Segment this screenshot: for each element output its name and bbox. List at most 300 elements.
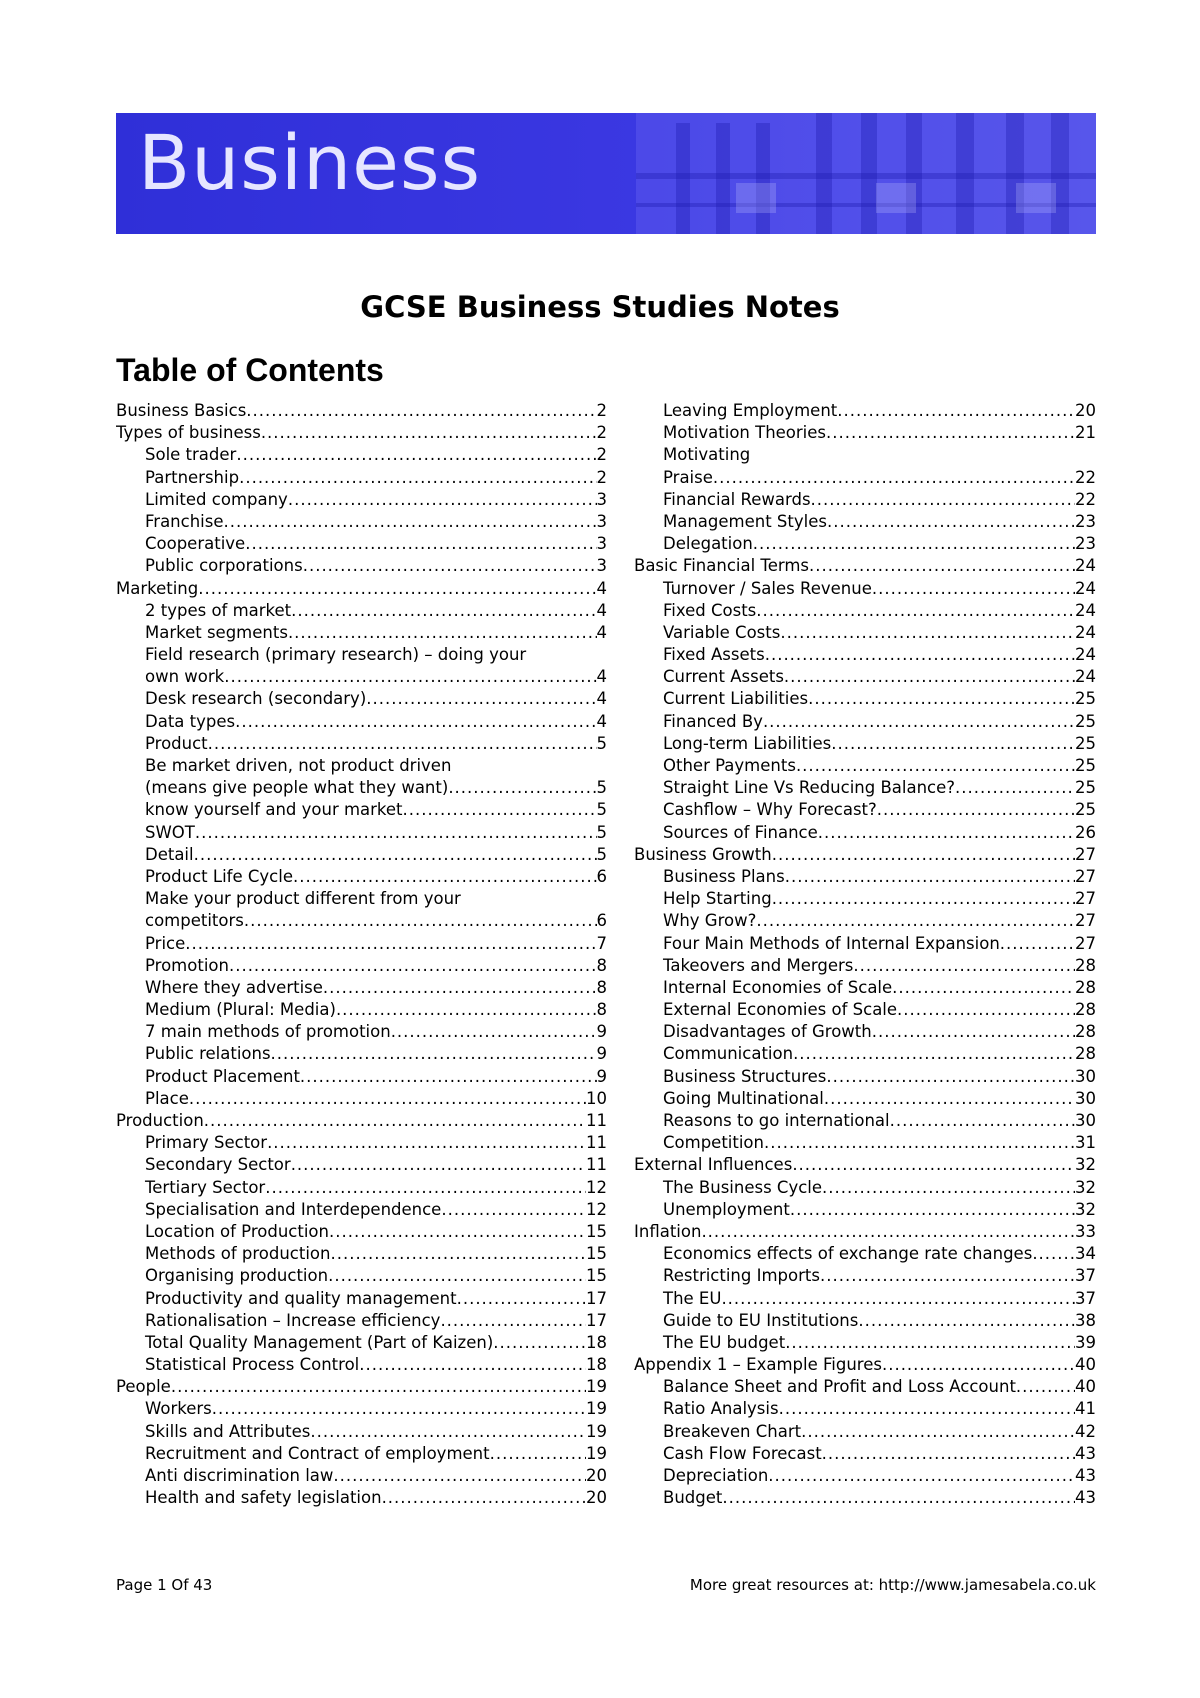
toc-entry-title: Leaving Employment <box>663 401 838 420</box>
toc-dot-leader <box>877 799 1075 821</box>
toc-entry-title: Other Payments <box>663 756 796 775</box>
toc-entry-page: 15 <box>586 1244 607 1264</box>
toc-dot-leader <box>853 955 1075 977</box>
toc-entry[interactable] <box>634 1376 1096 1398</box>
toc-dot-leader <box>811 489 1075 511</box>
toc-entry[interactable] <box>634 1265 1096 1287</box>
toc-entry-title: Specialisation and Interdependence <box>145 1199 442 1219</box>
toc-entry[interactable] <box>116 1332 607 1354</box>
toc-entry[interactable] <box>116 1376 607 1398</box>
toc-entry-page: 26 <box>1075 822 1096 842</box>
toc-entry-title: Depreciation <box>663 1466 769 1485</box>
document-title: GCSE Business Studies Notes <box>360 290 840 324</box>
toc-dot-leader <box>329 1221 586 1243</box>
toc-entry[interactable] <box>634 1310 1096 1332</box>
toc-dot-leader <box>722 1487 1075 1509</box>
toc-entry[interactable] <box>116 555 607 577</box>
toc-dot-leader <box>772 844 1075 866</box>
toc-dot-leader <box>303 555 597 577</box>
toc-entry-title: Franchise <box>145 511 224 531</box>
toc-entry-page: 3 <box>596 511 607 531</box>
toc-dot-leader <box>246 400 596 422</box>
toc-entry[interactable] <box>116 1487 607 1509</box>
toc-dot-leader <box>955 777 1075 799</box>
toc-entry-page: 37 <box>1075 1266 1096 1286</box>
toc-dot-leader <box>490 1443 586 1465</box>
toc-entry[interactable] <box>634 866 1096 888</box>
toc-entry-title: Data types <box>145 711 236 731</box>
toc-entry-title: Location of Production <box>145 1221 329 1241</box>
toc-entry-page: 9 <box>596 1066 607 1086</box>
toc-entry-title: External Influences <box>634 1155 793 1175</box>
toc-entry-page: 15 <box>586 1266 607 1286</box>
toc-entry-title: Appendix 1 – Example Figures <box>634 1355 882 1375</box>
toc-dot-leader <box>288 622 597 644</box>
toc-entry[interactable] <box>116 578 607 600</box>
toc-dot-leader <box>792 1154 1075 1176</box>
toc-entry-title: Statistical Process Control <box>145 1355 360 1375</box>
toc-entry-page: 15 <box>586 1221 607 1241</box>
toc-entry-page: 8 <box>596 977 607 997</box>
toc-entry-page: 41 <box>1075 1399 1096 1419</box>
toc-entry[interactable] <box>634 1443 1096 1465</box>
toc-entry-page: 5 <box>596 778 607 798</box>
toc-entry-title: know yourself and your market <box>145 800 403 820</box>
toc-entry[interactable] <box>116 955 607 977</box>
toc-entry[interactable] <box>634 400 1096 422</box>
toc-entry-title: Methods of production <box>145 1244 331 1264</box>
toc-dot-leader <box>831 733 1075 755</box>
toc-dot-leader <box>801 1421 1075 1443</box>
toc-entry-title: Help Starting <box>663 889 772 909</box>
toc-entry[interactable] <box>116 489 607 511</box>
toc-entry-page: 10 <box>586 1088 607 1108</box>
toc-entry-page: 39 <box>1075 1332 1096 1352</box>
toc-entry-page: 19 <box>586 1421 607 1441</box>
toc-entry-title: Financial Rewards <box>663 489 811 509</box>
toc-entry-title: Management Styles <box>663 511 827 531</box>
toc-entry-title: Praise <box>663 467 713 487</box>
toc-dot-leader <box>310 1421 586 1443</box>
toc-dot-leader <box>236 444 596 466</box>
toc-entry[interactable] <box>634 711 1096 733</box>
toc-entry-title: Tertiary Sector <box>145 1177 266 1197</box>
toc-entry-page: 30 <box>1075 1066 1096 1086</box>
toc-entry-page: 17 <box>586 1310 607 1330</box>
toc-entry-page: 5 <box>596 844 607 864</box>
toc-entry[interactable] <box>116 1354 607 1376</box>
toc-entry-page: 5 <box>596 733 607 753</box>
toc-entry[interactable] <box>116 1398 607 1420</box>
toc-entry-page: 22 <box>1075 489 1096 509</box>
toc-dot-leader <box>204 1110 586 1132</box>
toc-entry-page: 31 <box>1075 1133 1096 1153</box>
toc-entry[interactable] <box>634 1354 1096 1376</box>
toc-dot-leader <box>809 555 1075 577</box>
toc-entry-title: Unemployment <box>663 1199 790 1219</box>
toc-entry-title: Straight Line Vs Reducing Balance? <box>663 778 956 798</box>
toc-entry[interactable] <box>634 1132 1096 1154</box>
toc-entry[interactable] <box>116 1021 607 1043</box>
toc-dot-leader <box>796 755 1075 777</box>
toc-dot-leader <box>785 1332 1075 1354</box>
toc-entry[interactable] <box>634 600 1096 622</box>
toc-dot-leader <box>818 822 1075 844</box>
toc-entry-title: The EU budget <box>663 1332 786 1352</box>
toc-dot-leader <box>780 622 1075 644</box>
toc-entry-page: 20 <box>586 1488 607 1508</box>
toc-dot-leader <box>763 711 1075 733</box>
toc-entry[interactable] <box>634 489 1096 511</box>
header-banner <box>116 113 1096 234</box>
toc-dot-leader <box>293 866 597 888</box>
toc-entry[interactable] <box>634 644 1096 666</box>
toc-entry[interactable] <box>634 578 1096 600</box>
toc-dot-leader <box>391 1021 597 1043</box>
toc-entry-title: Communication <box>663 1044 794 1064</box>
toc-entry-page: 25 <box>1075 733 1096 753</box>
toc-entry[interactable] <box>116 1066 607 1088</box>
toc-entry[interactable] <box>116 533 607 555</box>
toc-entry-page: 27 <box>1075 866 1096 886</box>
toc-entry-page: 27 <box>1075 933 1096 953</box>
toc-entry[interactable] <box>116 866 607 888</box>
toc-entry-title: Business Structures <box>663 1066 827 1086</box>
toc-entry[interactable] <box>634 733 1096 755</box>
toc-entry[interactable] <box>116 644 607 666</box>
toc-entry[interactable] <box>116 1221 607 1243</box>
toc-entry[interactable] <box>634 955 1096 977</box>
toc-entry[interactable] <box>634 555 1096 577</box>
toc-entry-title: Fixed Costs <box>663 600 757 620</box>
toc-entry[interactable] <box>116 666 607 688</box>
toc-entry-title: Secondary Sector <box>145 1155 291 1175</box>
toc-entry[interactable] <box>116 799 607 821</box>
toc-entry-title: Organising production <box>145 1266 329 1286</box>
toc-entry[interactable] <box>634 422 1096 444</box>
toc-entry[interactable] <box>634 910 1096 932</box>
toc-entry-page: 23 <box>1075 511 1096 531</box>
toc-entry[interactable] <box>634 1177 1096 1199</box>
toc-entry[interactable] <box>116 1265 607 1287</box>
toc-entry-title: Restricting Imports <box>663 1266 820 1286</box>
toc-dot-leader <box>235 711 596 733</box>
toc-entry[interactable] <box>634 1221 1096 1243</box>
toc-entry[interactable] <box>634 799 1096 821</box>
toc-entry-title: Medium (Plural: Media) <box>145 1000 336 1020</box>
toc-dot-leader <box>245 533 596 555</box>
toc-entry[interactable] <box>116 977 607 999</box>
toc-entry[interactable] <box>116 822 607 844</box>
toc-entry-title: 7 main methods of promotion <box>145 1022 391 1042</box>
toc-dot-leader <box>892 977 1075 999</box>
toc-entry[interactable] <box>634 688 1096 710</box>
toc-entry-page: 22 <box>1075 467 1096 487</box>
toc-entry-title: Recruitment and Contract of employment <box>145 1443 490 1463</box>
toc-dot-leader <box>1032 1243 1075 1265</box>
toc-entry-page: 24 <box>1075 556 1096 576</box>
toc-dot-leader <box>784 666 1075 688</box>
toc-dot-leader <box>808 688 1075 710</box>
toc-entry[interactable] <box>116 1132 607 1154</box>
toc-entry[interactable] <box>116 622 607 644</box>
toc-entry-page: 28 <box>1075 1044 1096 1064</box>
toc-entry-title: Skills and Attributes <box>145 1421 311 1441</box>
toc-entry[interactable] <box>116 888 607 910</box>
toc-entry-title: Promotion <box>145 955 229 975</box>
toc-entry-title: Going Multinational <box>663 1088 824 1108</box>
toc-dot-leader <box>713 467 1075 489</box>
toc-entry-page: 2 <box>596 445 607 465</box>
toc-dot-leader <box>897 999 1075 1021</box>
toc-entry-page: 19 <box>586 1377 607 1397</box>
toc-entry[interactable] <box>116 1043 607 1065</box>
toc-entry[interactable] <box>634 1088 1096 1110</box>
toc-entry-title: Primary Sector <box>145 1133 268 1153</box>
toc-entry-title: Long-term Liabilities <box>663 733 832 753</box>
toc-entry-page: 23 <box>1075 534 1096 554</box>
toc-entry-page: 18 <box>586 1332 607 1352</box>
toc-entry[interactable] <box>634 777 1096 799</box>
toc-dot-leader <box>1016 1376 1075 1398</box>
toc-entry-title: Limited company <box>145 489 288 509</box>
toc-entry[interactable] <box>116 1154 607 1176</box>
toc-entry[interactable] <box>634 1288 1096 1310</box>
toc-entry-title: Price <box>145 933 186 953</box>
toc-entry[interactable] <box>116 511 607 533</box>
toc-entry-title: Product <box>145 733 208 753</box>
toc-dot-leader <box>239 467 596 489</box>
toc-entry-title: Competition <box>663 1133 764 1153</box>
toc-entry-title: Business Basics <box>116 401 247 420</box>
toc-entry-title: Basic Financial Terms <box>634 556 810 576</box>
toc-entry[interactable] <box>634 467 1096 489</box>
toc-entry-title: Takeovers and Mergers <box>663 955 854 975</box>
toc-left-column <box>116 400 607 1509</box>
toc-entry-page: 11 <box>586 1155 607 1175</box>
toc-entry-page: 4 <box>596 711 607 731</box>
toc-entry-page: 4 <box>596 600 607 620</box>
toc-entry[interactable] <box>634 1487 1096 1509</box>
toc-dot-leader <box>208 733 597 755</box>
toc-entry-title: Financed By <box>663 711 763 731</box>
toc-dot-leader <box>756 600 1075 622</box>
toc-entry[interactable] <box>634 1243 1096 1265</box>
toc-entry[interactable] <box>116 711 607 733</box>
toc-entry-title: Cash Flow Forecast <box>663 1443 822 1463</box>
toc-entry[interactable] <box>634 1066 1096 1088</box>
page-number: Page 1 Of 43 <box>116 1576 213 1594</box>
toc-entry[interactable] <box>634 1465 1096 1487</box>
toc-heading: Table of Contents <box>116 352 384 388</box>
toc-dot-leader <box>882 1354 1075 1376</box>
toc-dot-leader <box>764 1132 1075 1154</box>
toc-dot-leader <box>1000 933 1075 955</box>
toc-entry-page: 28 <box>1075 955 1096 975</box>
toc-entry[interactable] <box>116 1088 607 1110</box>
toc-entry-page: 37 <box>1075 1288 1096 1308</box>
toc-entry-page: 12 <box>586 1199 607 1219</box>
toc-entry[interactable] <box>116 422 607 444</box>
toc-dot-leader <box>224 511 597 533</box>
toc-entry[interactable] <box>116 400 607 422</box>
toc-entry-title: The EU <box>663 1288 722 1308</box>
toc-entry-page: 3 <box>596 556 607 576</box>
toc-entry[interactable] <box>634 1421 1096 1443</box>
toc-entry[interactable] <box>634 844 1096 866</box>
toc-right-column <box>634 400 1096 1509</box>
toc-entry-title: Health and safety legislation <box>145 1488 382 1508</box>
toc-entry-page: 4 <box>596 578 607 598</box>
toc-entry-page: 17 <box>586 1288 607 1308</box>
toc-entry-title: Turnover / Sales Revenue <box>663 578 872 598</box>
toc-entry[interactable] <box>116 910 607 932</box>
toc-dot-leader <box>291 600 596 622</box>
toc-entry[interactable] <box>116 999 607 1021</box>
toc-entry-title: Production <box>116 1111 204 1130</box>
toc-entry-page: 3 <box>596 489 607 509</box>
toc-entry[interactable] <box>116 600 607 622</box>
toc-dot-leader <box>785 866 1075 888</box>
toc-entry-title: 2 types of market <box>145 600 292 620</box>
toc-dot-leader <box>753 533 1075 555</box>
toc-entry-page: 19 <box>586 1399 607 1419</box>
toc-entry-page: 7 <box>596 933 607 953</box>
toc-entry[interactable] <box>116 467 607 489</box>
toc-entry-page: 2 <box>596 423 607 443</box>
toc-entry-title: Rationalisation – Increase efficiency <box>145 1310 441 1330</box>
toc-entry-title: Market segments <box>145 622 288 642</box>
toc-entry-title: Current Assets <box>663 667 784 687</box>
toc-entry[interactable] <box>116 688 607 710</box>
toc-entry-page: 18 <box>586 1355 607 1375</box>
toc-dot-leader <box>291 1154 586 1176</box>
toc-entry-page: 32 <box>1075 1199 1096 1219</box>
toc-entry-title: Economics effects of exchange rate changes <box>663 1244 1033 1264</box>
toc-entry-title: Make your product different from your <box>145 889 461 909</box>
toc-entry-page: 6 <box>596 866 607 886</box>
toc-entry[interactable] <box>116 733 607 755</box>
toc-entry[interactable] <box>634 1110 1096 1132</box>
toc-entry[interactable] <box>634 622 1096 644</box>
toc-entry[interactable] <box>634 977 1096 999</box>
toc-entry-page: 28 <box>1075 1000 1096 1020</box>
toc-dot-leader <box>333 1465 586 1487</box>
toc-entry-page: 6 <box>596 911 607 931</box>
toc-dot-leader <box>261 422 597 444</box>
toc-entry-page: 24 <box>1075 667 1096 687</box>
toc-entry-page: 38 <box>1075 1310 1096 1330</box>
toc-entry[interactable] <box>634 1021 1096 1043</box>
toc-entry-page: 25 <box>1075 778 1096 798</box>
toc-entry-page: 32 <box>1075 1155 1096 1175</box>
toc-entry-page: 25 <box>1075 800 1096 820</box>
toc-entry[interactable] <box>634 1154 1096 1176</box>
toc-entry-page: 9 <box>596 1022 607 1042</box>
toc-dot-leader <box>826 422 1075 444</box>
toc-entry-page: 5 <box>596 800 607 820</box>
toc-entry[interactable] <box>116 933 607 955</box>
toc-dot-leader <box>837 400 1075 422</box>
toc-entry-title: Ratio Analysis <box>663 1399 779 1419</box>
toc-entry-title: Disadvantages of Growth <box>663 1022 872 1042</box>
toc-entry[interactable] <box>634 888 1096 910</box>
toc-entry-title: Sole trader <box>145 445 237 465</box>
toc-dot-leader <box>194 844 597 866</box>
resources-link[interactable]: More great resources at: http://www.jamesabela.co.uk <box>689 1576 1096 1594</box>
toc-entry-page: 24 <box>1075 600 1096 620</box>
toc-entry[interactable] <box>116 755 607 777</box>
toc-entry-title: competitors <box>145 911 244 931</box>
toc-entry[interactable] <box>116 444 607 466</box>
toc-entry-title: Place <box>145 1088 189 1108</box>
toc-dot-leader <box>189 1088 586 1110</box>
toc-entry[interactable] <box>634 933 1096 955</box>
toc-entry[interactable] <box>634 999 1096 1021</box>
toc-entry[interactable] <box>116 1199 607 1221</box>
toc-entry[interactable] <box>116 844 607 866</box>
toc-entry[interactable] <box>116 1288 607 1310</box>
toc-entry-page: 32 <box>1075 1177 1096 1197</box>
toc-entry-title: Motivation Theories <box>663 423 827 443</box>
toc-entry[interactable] <box>116 1110 607 1132</box>
toc-entry[interactable] <box>116 1421 607 1443</box>
toc-entry[interactable] <box>634 666 1096 688</box>
toc-dot-leader <box>890 1110 1075 1132</box>
toc-entry[interactable] <box>634 1199 1096 1221</box>
toc-entry-page: 43 <box>1075 1488 1096 1508</box>
toc-entry-title: Partnership <box>145 467 240 487</box>
toc-entry-page: 30 <box>1075 1111 1096 1130</box>
toc-entry[interactable] <box>634 533 1096 555</box>
toc-entry-title: Variable Costs <box>663 622 781 642</box>
toc-dot-leader <box>330 1243 586 1265</box>
toc-entry[interactable] <box>634 1043 1096 1065</box>
toc-entry[interactable] <box>116 777 607 799</box>
toc-dot-leader <box>244 910 597 932</box>
toc-entry-title: Why Grow? <box>663 911 757 931</box>
toc-dot-leader <box>288 489 597 511</box>
toc-entry[interactable] <box>634 1398 1096 1420</box>
toc-entry-title: Motivating <box>663 445 751 465</box>
toc-dot-leader <box>441 1199 586 1221</box>
toc-entry-title: Total Quality Management (Part of Kaizen) <box>145 1332 494 1352</box>
toc-dot-leader <box>779 1398 1075 1420</box>
toc-entry-page: 28 <box>1075 1022 1096 1042</box>
toc-entry[interactable] <box>116 1177 607 1199</box>
toc-entry[interactable] <box>634 755 1096 777</box>
toc-entry[interactable] <box>634 1332 1096 1354</box>
toc-dot-leader <box>212 1398 586 1420</box>
toc-entry-title: own work <box>145 667 225 687</box>
toc-entry-page: 28 <box>1075 977 1096 997</box>
toc-entry[interactable] <box>116 1443 607 1465</box>
toc-entry-page: 40 <box>1075 1377 1096 1397</box>
toc-dot-leader <box>300 1066 597 1088</box>
toc-entry-page: 21 <box>1075 423 1096 443</box>
toc-dot-leader <box>185 933 596 955</box>
toc-entry[interactable] <box>634 444 1096 466</box>
toc-entry[interactable] <box>116 1243 607 1265</box>
toc-dot-leader <box>756 910 1075 932</box>
toc-dot-leader <box>872 1021 1075 1043</box>
toc-entry[interactable] <box>634 511 1096 533</box>
toc-entry[interactable] <box>634 822 1096 844</box>
toc-entry-page: 19 <box>586 1443 607 1463</box>
toc-entry[interactable] <box>116 1465 607 1487</box>
toc-entry[interactable] <box>116 1310 607 1332</box>
toc-entry-page: 33 <box>1075 1221 1096 1241</box>
